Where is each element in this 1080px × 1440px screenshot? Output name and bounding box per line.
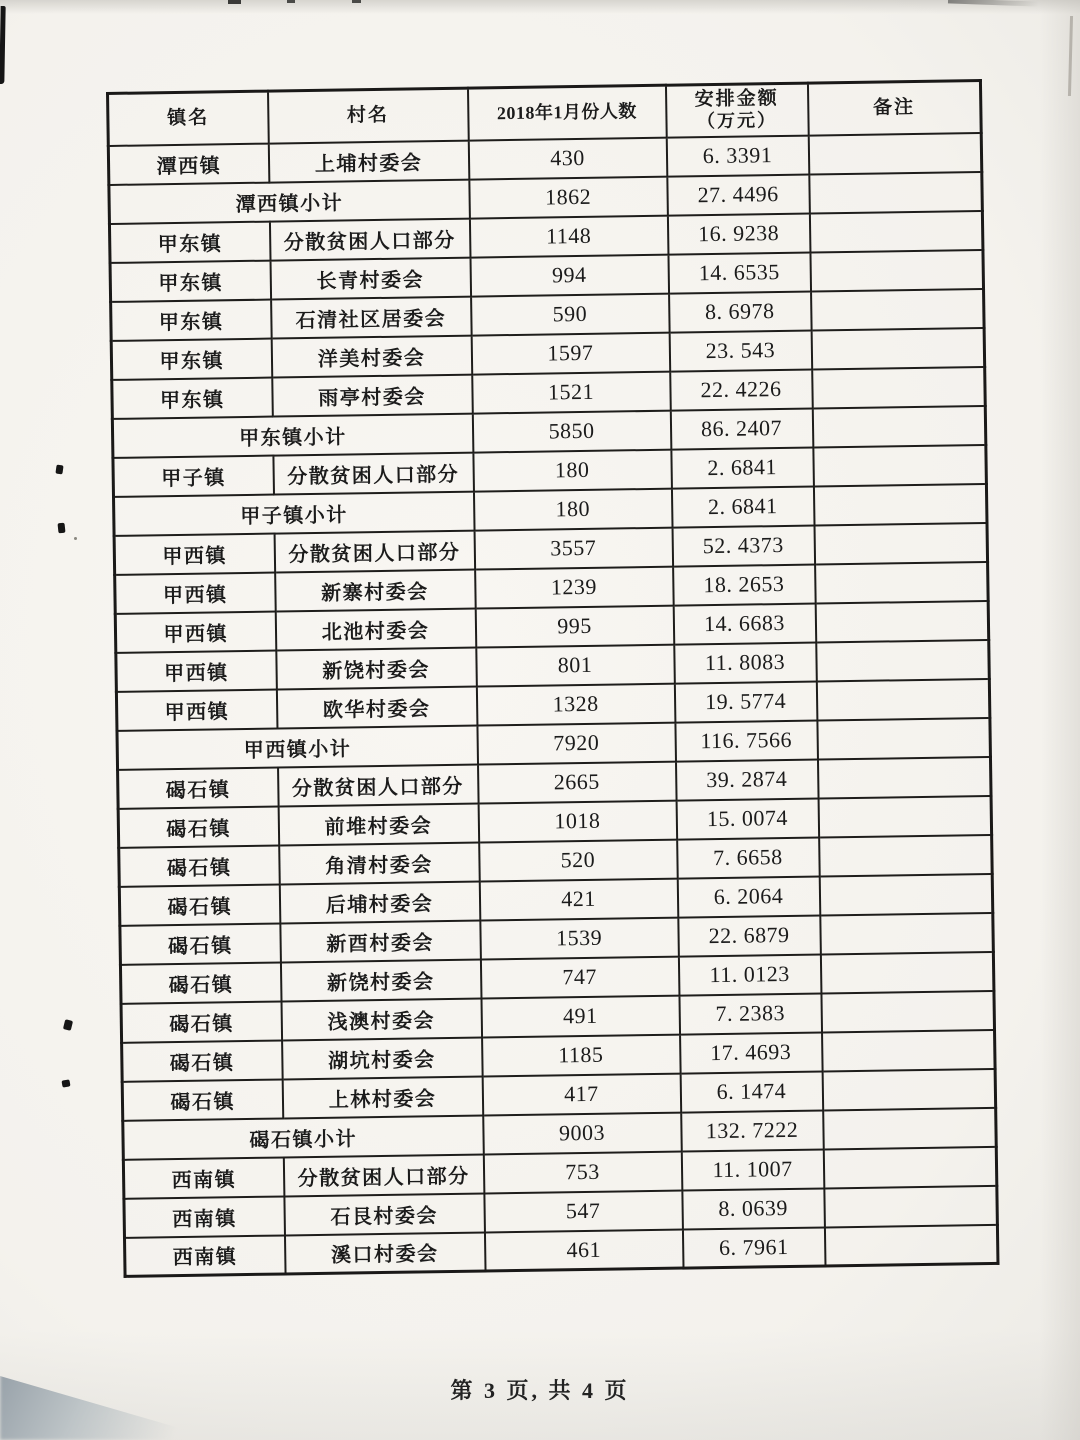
remark-cell xyxy=(819,834,993,876)
subtotal-label-cell: 碣石镇小计 xyxy=(123,1115,484,1159)
village-cell: 角清村委会 xyxy=(279,842,480,884)
town-cell: 甲东镇 xyxy=(111,338,272,379)
remark-cell xyxy=(816,639,990,681)
count-cell: 491 xyxy=(481,995,680,1037)
subtotal-label-cell: 潭西镇小计 xyxy=(109,179,470,223)
count-cell: 547 xyxy=(484,1190,683,1232)
amount-cell: 18. 2653 xyxy=(673,564,816,605)
count-cell: 995 xyxy=(475,605,674,647)
remark-cell xyxy=(814,522,988,564)
amount-cell: 23. 543 xyxy=(669,330,812,371)
remark-cell xyxy=(818,795,992,837)
town-cell: 甲东镇 xyxy=(109,221,270,262)
amount-cell: 2. 6841 xyxy=(671,486,814,527)
village-cell: 前堆村委会 xyxy=(278,803,479,845)
scan-edge-streak xyxy=(0,6,6,84)
town-cell: 甲东镇 xyxy=(111,299,272,340)
remark-cell xyxy=(815,600,989,642)
village-cell: 石艮村委会 xyxy=(284,1193,485,1235)
village-cell: 石清社区居委会 xyxy=(271,296,472,338)
amount-cell: 16. 9238 xyxy=(667,213,810,254)
amount-cell: 52. 4373 xyxy=(672,525,815,566)
count-cell: 1328 xyxy=(476,683,675,725)
town-cell: 潭西镇 xyxy=(108,143,269,184)
count-cell: 9003 xyxy=(483,1112,682,1154)
table-body xyxy=(108,133,998,1277)
town-cell: 甲西镇 xyxy=(116,650,277,691)
scan-speck xyxy=(63,1019,73,1031)
town-cell: 甲西镇 xyxy=(115,572,276,613)
count-cell: 7920 xyxy=(477,722,676,764)
count-cell: 417 xyxy=(482,1073,681,1115)
count-cell: 1239 xyxy=(475,566,674,608)
village-cell: 分散贫困人口部分 xyxy=(269,218,470,260)
village-cell: 分散贫困人口部分 xyxy=(278,764,479,806)
town-cell: 碣石镇 xyxy=(122,1079,283,1120)
town-cell: 西南镇 xyxy=(124,1235,285,1276)
town-cell: 西南镇 xyxy=(123,1157,284,1198)
town-cell: 碣石镇 xyxy=(119,845,280,886)
remark-cell xyxy=(811,289,985,331)
remark-cell xyxy=(812,366,986,408)
subtotal-label-cell: 甲东镇小计 xyxy=(112,413,473,457)
town-cell: 甲东镇 xyxy=(112,377,273,418)
village-cell: 上林村委会 xyxy=(282,1076,483,1118)
remark-cell xyxy=(810,250,984,292)
town-cell: 甲西镇 xyxy=(114,533,275,574)
amount-cell: 14. 6535 xyxy=(668,252,811,293)
village-cell: 洋美村委会 xyxy=(271,335,472,377)
column-header-5: 备注 xyxy=(807,81,981,136)
town-cell: 碣石镇 xyxy=(118,806,279,847)
village-cell: 分散贫困人口部分 xyxy=(283,1154,484,1196)
count-cell: 590 xyxy=(471,293,670,335)
village-cell: 新酉村委会 xyxy=(280,920,481,962)
village-cell: 雨亭村委会 xyxy=(272,374,473,416)
column-header-4: 安排金额 （万元） xyxy=(665,83,808,137)
count-cell: 1862 xyxy=(469,176,668,218)
village-cell: 溪口村委会 xyxy=(284,1232,485,1274)
remark-cell xyxy=(811,327,985,369)
count-cell: 180 xyxy=(473,449,672,491)
scan-speck xyxy=(57,523,65,534)
scan-speck xyxy=(61,1079,70,1087)
count-cell: 1521 xyxy=(472,371,671,413)
count-cell: 753 xyxy=(483,1151,682,1193)
scan-scratch xyxy=(1068,16,1073,96)
count-cell: 180 xyxy=(473,488,672,530)
remark-cell xyxy=(822,1068,996,1110)
remark-cell xyxy=(820,951,994,993)
remark-cell xyxy=(808,133,982,175)
amount-cell: 19. 5774 xyxy=(674,681,817,722)
remark-cell xyxy=(822,1029,996,1071)
town-cell: 碣石镇 xyxy=(118,767,279,808)
count-cell: 421 xyxy=(479,878,678,920)
town-cell: 碣石镇 xyxy=(120,923,281,964)
remark-cell xyxy=(813,444,987,486)
column-header-2: 村名 xyxy=(268,88,469,143)
count-cell: 461 xyxy=(484,1229,683,1271)
amount-cell: 116. 7566 xyxy=(675,720,818,761)
column-header-3: 2018年1月份人数 xyxy=(467,85,666,140)
town-cell: 甲东镇 xyxy=(110,260,271,301)
amount-cell: 27. 4496 xyxy=(667,174,810,215)
remark-cell xyxy=(823,1107,997,1149)
village-cell: 分散贫困人口部分 xyxy=(273,452,474,494)
amount-cell: 8. 0639 xyxy=(682,1188,825,1229)
remark-cell xyxy=(820,912,994,954)
remark-cell xyxy=(819,873,993,915)
village-cell: 新饶村委会 xyxy=(276,647,477,689)
amount-cell: 6. 7961 xyxy=(682,1227,825,1268)
page-number: 第 3 页, 共 4 页 xyxy=(450,1378,630,1403)
count-cell: 747 xyxy=(480,956,679,998)
scan-speck xyxy=(74,537,77,540)
village-cell: 新饶村委会 xyxy=(280,959,481,1001)
remark-cell xyxy=(824,1185,998,1227)
amount-cell: 7. 6658 xyxy=(677,837,820,878)
column-header-1: 镇名 xyxy=(108,91,269,145)
count-cell: 520 xyxy=(479,839,678,881)
subtotal-label-cell: 甲子镇小计 xyxy=(114,491,475,535)
count-cell: 1539 xyxy=(480,917,679,959)
amount-cell: 8. 6978 xyxy=(669,291,812,332)
village-cell: 湖坑村委会 xyxy=(282,1037,483,1079)
town-cell: 甲西镇 xyxy=(115,611,276,652)
town-cell: 碣石镇 xyxy=(120,962,281,1003)
town-cell: 碣石镇 xyxy=(122,1040,283,1081)
remark-cell xyxy=(824,1224,998,1266)
subtotal-label-cell: 甲西镇小计 xyxy=(117,725,478,769)
village-cell: 后埔村委会 xyxy=(279,881,480,923)
count-cell: 801 xyxy=(476,644,675,686)
town-cell: 甲子镇 xyxy=(113,455,274,496)
amount-cell: 2. 6841 xyxy=(671,447,814,488)
count-cell: 1185 xyxy=(482,1034,681,1076)
remark-cell xyxy=(809,172,983,214)
village-cell: 浅澳村委会 xyxy=(281,998,482,1040)
remark-cell xyxy=(817,717,991,759)
amount-cell: 6. 1474 xyxy=(680,1071,823,1112)
village-cell: 长青村委会 xyxy=(270,257,471,299)
amount-cell: 15. 0074 xyxy=(676,798,819,839)
remark-cell xyxy=(816,678,990,720)
remark-cell xyxy=(817,756,991,798)
count-cell: 430 xyxy=(468,137,667,179)
count-cell: 994 xyxy=(470,254,669,296)
scan-speck xyxy=(55,465,63,475)
amount-cell: 6. 2064 xyxy=(677,876,820,917)
scan-speck xyxy=(228,0,241,4)
village-cell: 分散贫困人口部分 xyxy=(274,530,475,572)
amount-cell: 22. 4226 xyxy=(670,369,813,410)
count-cell: 1597 xyxy=(471,332,670,374)
town-cell: 碣石镇 xyxy=(119,884,280,925)
remark-cell xyxy=(815,561,989,603)
count-cell: 5850 xyxy=(472,410,671,452)
count-cell: 1018 xyxy=(478,800,677,842)
count-cell: 2665 xyxy=(478,761,677,803)
town-cell: 甲西镇 xyxy=(116,689,277,730)
amount-cell: 86. 2407 xyxy=(670,408,813,449)
village-cell: 新寨村委会 xyxy=(275,569,476,611)
town-cell: 碣石镇 xyxy=(121,1001,282,1042)
amount-cell: 39. 2874 xyxy=(675,759,818,800)
amount-cell: 6. 3391 xyxy=(666,135,809,176)
village-cell: 北池村委会 xyxy=(275,608,476,650)
allocation-table xyxy=(106,79,999,1278)
village-cell: 上埔村委会 xyxy=(268,140,469,182)
remark-cell xyxy=(823,1146,997,1188)
scan-speck xyxy=(948,0,1038,7)
amount-cell: 17. 4693 xyxy=(680,1032,823,1073)
scan-speck xyxy=(352,0,361,3)
remark-cell xyxy=(813,483,987,525)
amount-cell: 22. 6879 xyxy=(678,915,821,956)
allocation-table-wrap xyxy=(106,79,999,1278)
remark-cell xyxy=(809,211,983,253)
amount-cell: 132. 7222 xyxy=(681,1110,824,1151)
count-cell: 3557 xyxy=(474,527,673,569)
remark-cell xyxy=(821,990,995,1032)
amount-cell: 11. 0123 xyxy=(678,954,821,995)
count-cell: 1148 xyxy=(469,215,668,257)
remark-cell xyxy=(812,405,986,447)
amount-cell: 11. 1007 xyxy=(681,1149,824,1190)
scan-speck xyxy=(287,0,295,3)
village-cell: 欧华村委会 xyxy=(276,686,477,728)
town-cell: 西南镇 xyxy=(124,1196,285,1237)
amount-cell: 7. 2383 xyxy=(679,993,822,1034)
amount-cell: 11. 8083 xyxy=(674,642,817,683)
amount-cell: 14. 6683 xyxy=(673,603,816,644)
